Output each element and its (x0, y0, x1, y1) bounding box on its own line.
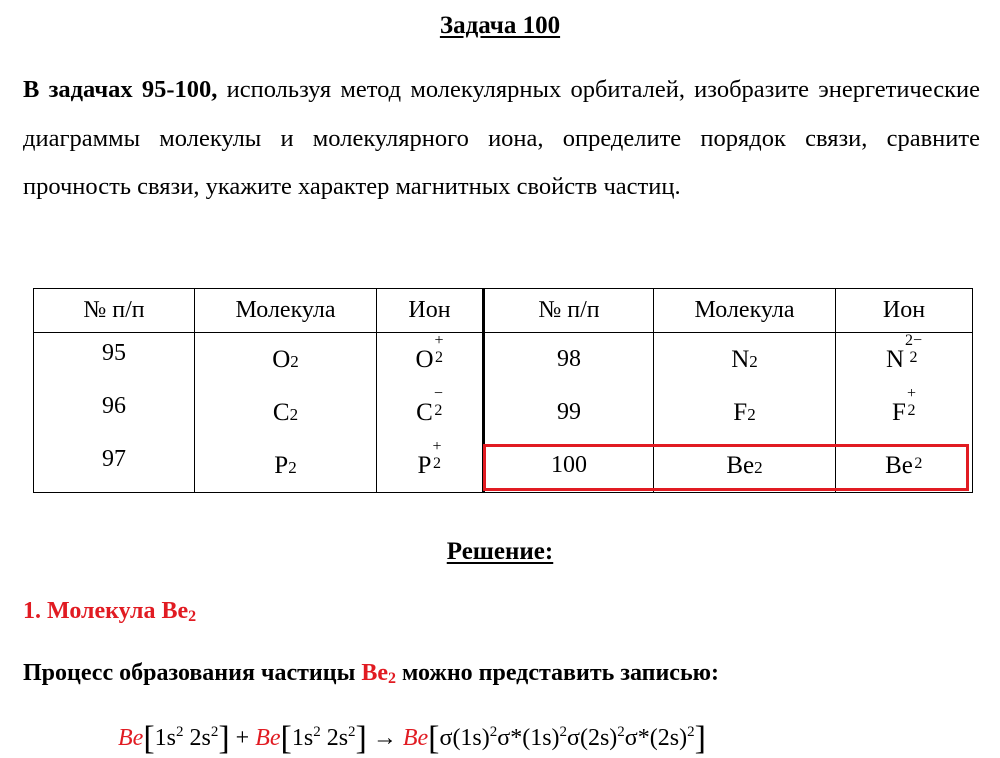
task-table (33, 288, 973, 493)
ion-formula: O + 2 (415, 332, 444, 373)
left-ion-cell (377, 333, 484, 493)
section-title: 1. Молекула $Be_2$ (23, 598, 197, 625)
right-num-cell (484, 333, 654, 493)
header-ion-left: Ион (377, 289, 484, 333)
formation-equation: $Be[1s^2$ $2s^2] + Be[1s^2$ $2s^2] \to Be[\sigma(1s)^2\sigma*(1s)^2\sigma(2s)^2\sigma*(2s)^2]$ (118, 720, 706, 757)
ion-formula: N 2− 2 (885, 332, 923, 373)
molecule-formula: O 2 (272, 346, 299, 373)
row-number: 96 (102, 393, 126, 419)
molecule-formula: C 2 (272, 399, 299, 426)
right-molecule-cell (654, 333, 836, 493)
task-title: Задача 100 (439, 12, 561, 39)
row-number: 100 (551, 452, 587, 478)
task-description (23, 66, 980, 212)
row-number: 95 (102, 340, 126, 366)
right-ion-cell (836, 333, 973, 493)
header-ion-right: Ион (836, 289, 973, 333)
molecule-formula: N 2 (731, 346, 758, 373)
ion-formula: Be − 2 (885, 438, 923, 479)
task-description-lead: В задачах 95-100, (23, 76, 218, 103)
table-header-row (34, 289, 973, 333)
ion-formula: F + 2 (892, 385, 916, 426)
solution-heading: Решение: (446, 538, 554, 565)
molecule-formula: P 2 (274, 452, 297, 479)
header-molecule-right: Молекула (654, 289, 836, 333)
row-number: 98 (557, 346, 581, 372)
left-num-cell (34, 333, 195, 493)
header-num-left: № п/п (34, 289, 195, 333)
table-row (34, 333, 973, 493)
molecule-formula: Be 2 (726, 452, 763, 479)
task-description-text: используя метод молекулярных орбиталей, изобразите энергетические диаграммы молекулы и молекулярного иона, определите порядок связи, сравните прочность связи, укажите характер магнитных свойств частиц. (23, 76, 981, 200)
molecule-formula: F 2 (733, 399, 756, 426)
ion-formula: P + 2 (417, 438, 442, 479)
left-molecule-cell (195, 333, 377, 493)
process-statement: Процесс образования частицы $Be_2$ можно представить записью: (23, 660, 719, 687)
ion-formula: C − 2 (416, 385, 443, 426)
header-num-right: № п/п (484, 289, 654, 333)
row-number: 97 (102, 446, 126, 472)
header-molecule-left: Молекула (195, 289, 377, 333)
row-number: 99 (557, 399, 581, 425)
